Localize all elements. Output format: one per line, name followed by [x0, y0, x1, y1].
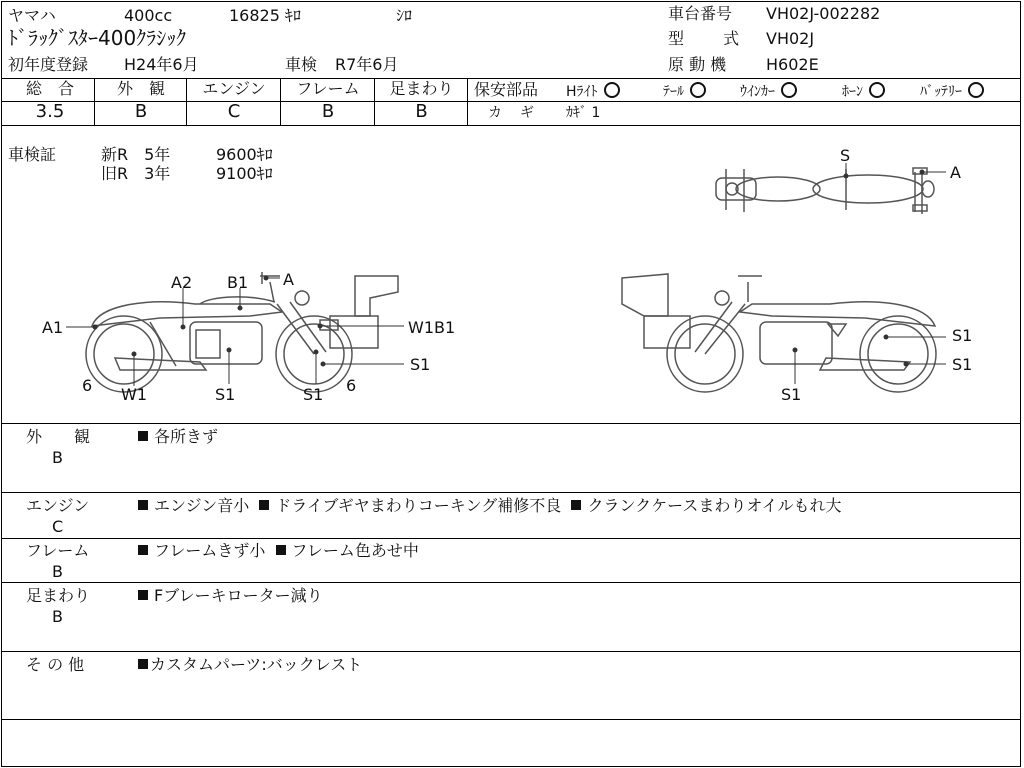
damage-label-6: 6	[82, 376, 93, 395]
grade-divider	[280, 78, 281, 125]
remark-notes-engine: エンジン音小 ドライブギヤまわりコーキング補修不良 クランクケースまわりオイルもれ大	[138, 498, 842, 514]
remark-note-other: カスタムパーツ:バックレスト	[138, 657, 362, 673]
registration-old-r-km: 9100ｷﾛ	[216, 164, 273, 183]
grade-label-exterior: 外 観	[116, 79, 165, 98]
bullet-icon	[571, 500, 581, 510]
safety-item-winker: ｳｲﾝｶｰ	[740, 82, 797, 99]
safety-item-tail: ﾃｰﾙ	[663, 82, 706, 99]
motorcycle-top-view	[716, 168, 934, 214]
registration-label: 車検証	[8, 145, 57, 164]
displacement: 400cc	[124, 6, 173, 25]
bullet-icon	[259, 500, 269, 510]
mileage: 16825 ｷﾛ	[229, 6, 301, 25]
remarks-divider	[1, 538, 1021, 539]
damage-label-s1: S1	[303, 385, 324, 404]
damage-label-s1: S1	[781, 385, 802, 404]
damage-label-a2: A2	[171, 273, 193, 292]
engine-model-value: H602E	[766, 55, 819, 74]
first-registration-value: H24年6月	[124, 55, 199, 74]
grade-divider	[374, 78, 375, 125]
damage-diagram	[0, 126, 1022, 424]
remark-label-other: そ の 他	[26, 655, 85, 674]
registration-new-r: 新R 5年	[101, 145, 171, 164]
safety-item-battery: ﾊﾞｯﾃﾘｰ	[920, 82, 984, 99]
remarks-top-border	[1, 423, 1021, 424]
remarks-divider	[1, 492, 1021, 493]
safety-item-horn: ﾎｰﾝ	[842, 82, 885, 99]
bullet-icon	[138, 431, 148, 441]
motorcycle-right-view	[622, 274, 936, 392]
remark-note-exterior: 各所きず	[138, 429, 218, 445]
damage-label-s1: S1	[410, 355, 431, 374]
remark-grade-engine: C	[52, 517, 64, 536]
grade-value-engine: C	[227, 101, 241, 122]
remark-grade-frame: B	[52, 562, 63, 581]
grade-divider	[467, 78, 468, 125]
remark-note-suspension: Fブレーキローター減り	[138, 588, 323, 604]
damage-label-a: A	[283, 270, 294, 289]
remark-notes-frame: フレームきず小 フレーム色あせ中	[138, 543, 419, 559]
remark-label-suspension: 足まわり	[26, 586, 91, 605]
bullet-icon	[138, 590, 148, 600]
damage-label-w1b1: W1B1	[408, 318, 456, 337]
damage-label-b1: B1	[227, 273, 249, 292]
model-code-value: VH02J	[766, 29, 815, 48]
damage-label-a1: A1	[42, 318, 64, 337]
damage-label-s1: S1	[952, 326, 973, 345]
bullet-icon	[276, 545, 286, 555]
inspection-value: R7年6月	[335, 55, 399, 74]
ok-circle-icon	[781, 82, 797, 98]
damage-label-top-s: S	[840, 146, 851, 165]
ok-circle-icon	[968, 82, 984, 98]
grade-label-overall: 総 合	[25, 79, 74, 98]
remarks-divider	[1, 582, 1021, 583]
grade-divider	[186, 78, 187, 125]
safety-item-headlight: Hﾗｲﾄ	[566, 82, 620, 99]
remark-grade-exterior: B	[52, 448, 63, 467]
damage-label-s1: S1	[952, 355, 973, 374]
registration-new-r-km: 9600ｷﾛ	[216, 145, 273, 164]
grade-label-suspension: 足まわり	[389, 79, 454, 98]
remark-grade-suspension: B	[52, 607, 63, 626]
grade-value-overall: 3.5	[35, 101, 65, 122]
remarks-divider	[1, 651, 1021, 652]
damage-label-s1: S1	[215, 385, 236, 404]
damage-label-w1: W1	[121, 385, 147, 404]
ok-circle-icon	[604, 82, 620, 98]
bullet-icon	[138, 500, 148, 510]
bullet-icon	[138, 659, 148, 669]
body-color: ｼﾛ	[396, 6, 413, 25]
damage-label-top-a: A	[950, 163, 961, 182]
maker: ヤマハ	[8, 6, 56, 25]
key-label: カ ギ	[488, 105, 536, 121]
grade-divider	[94, 78, 95, 125]
remark-label-frame: フレーム	[26, 541, 90, 560]
remark-label-exterior: 外 観	[26, 427, 91, 446]
grade-value-frame: B	[321, 101, 335, 122]
first-registration-label: 初年度登録	[8, 55, 89, 74]
damage-label-6: 6	[346, 376, 357, 395]
model-name: ﾄﾞﾗｯｸﾞｽﾀｰ400ｸﾗｼｯｸ	[8, 26, 187, 50]
grade-label-frame: フレーム	[296, 79, 360, 98]
grade-value-suspension: B	[415, 101, 428, 122]
safety-parts-label: 保安部品	[474, 80, 539, 99]
frame-number-label: 車台番号	[668, 4, 733, 23]
frame-number-value: VH02J-002282	[766, 4, 881, 23]
ok-circle-icon	[690, 82, 706, 98]
inspection-label: 車検	[285, 55, 318, 74]
safety-mid-border	[467, 101, 1021, 102]
grade-value-exterior: B	[134, 101, 148, 122]
engine-model-label: 原 動 機	[668, 55, 727, 74]
bullet-icon	[138, 545, 148, 555]
grade-label-engine: エンジン	[202, 79, 266, 98]
ok-circle-icon	[869, 82, 885, 98]
key-value: ｶｷﾞ 1	[566, 105, 601, 121]
remark-label-engine: エンジン	[26, 496, 90, 515]
registration-old-r: 旧R 3年	[101, 164, 171, 183]
model-code-label: 型 式	[668, 29, 746, 48]
remarks-bottom-border	[1, 719, 1021, 720]
